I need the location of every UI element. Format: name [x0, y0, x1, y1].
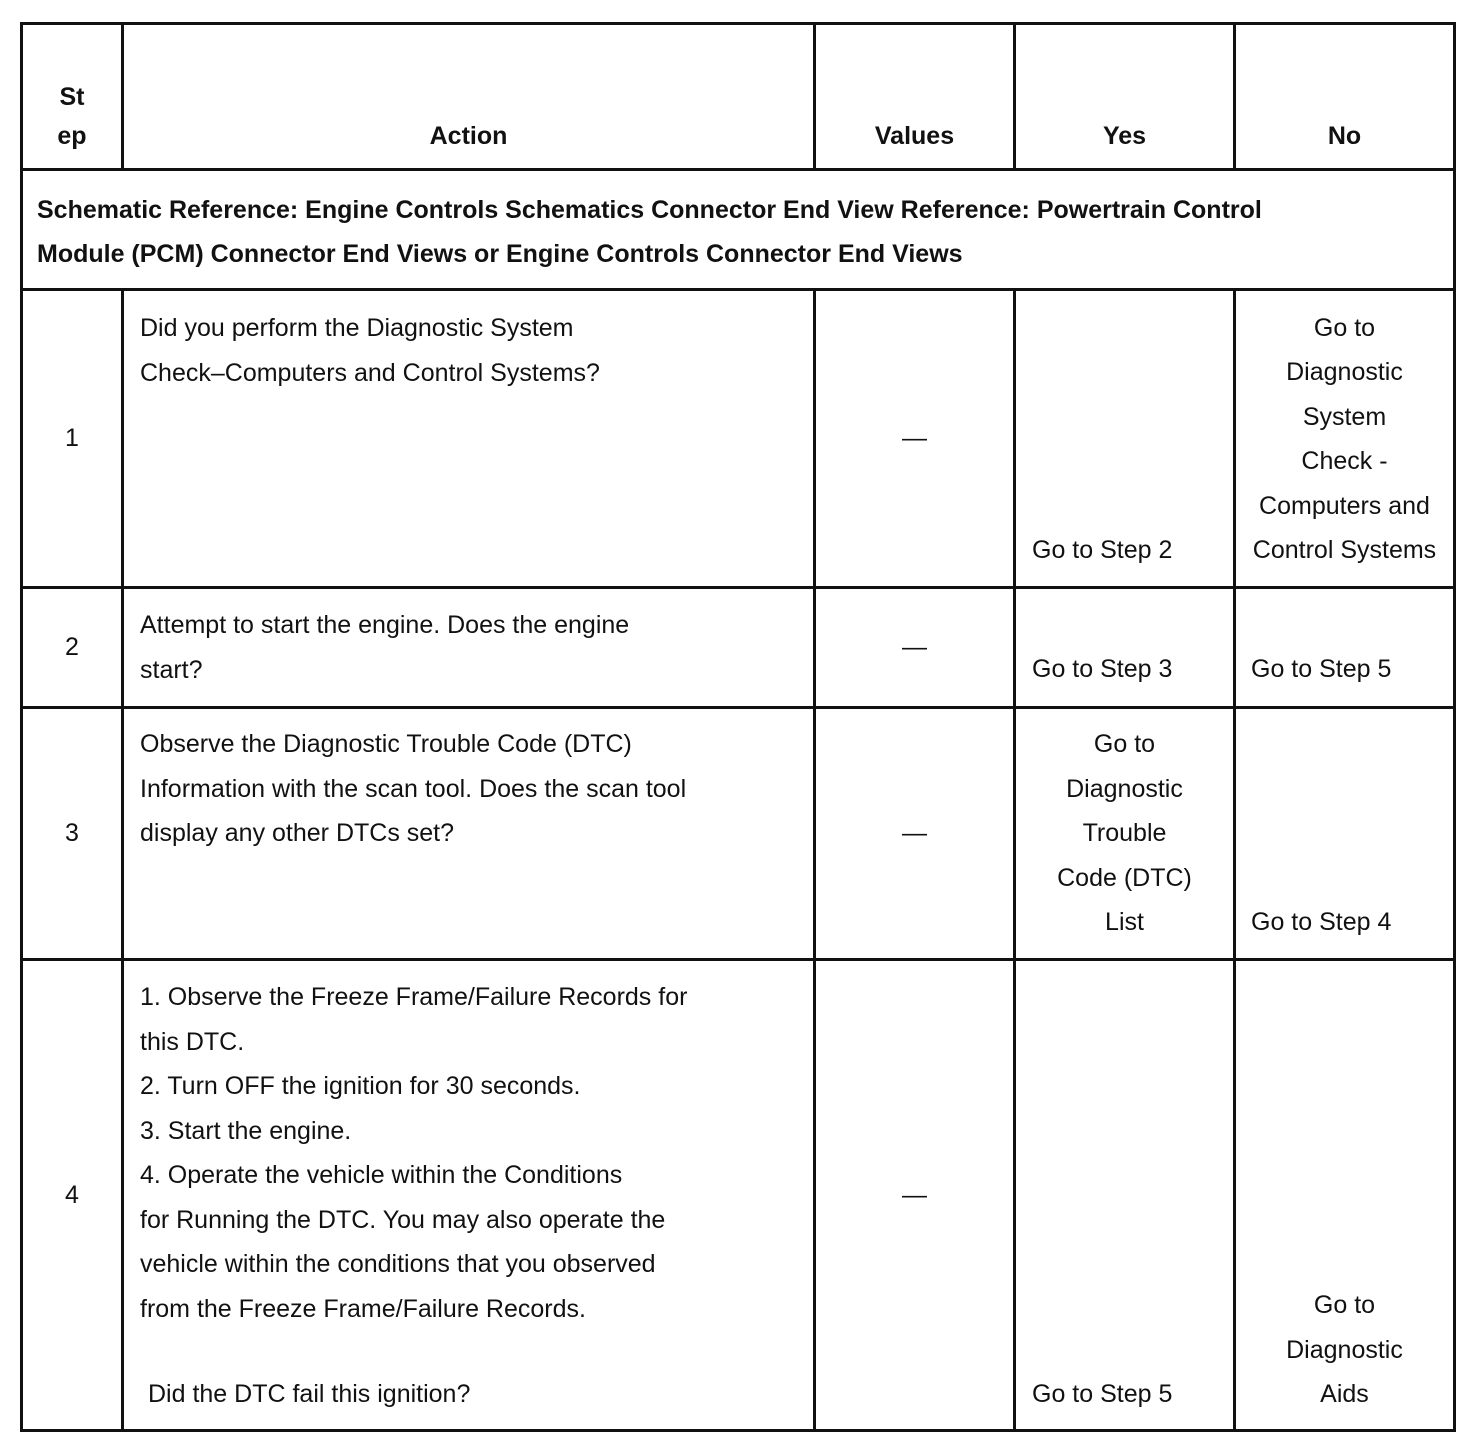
- schematic-reference: Schematic Reference: Engine Controls Schematics Connector End View Reference: Powertrain Control Module (PCM) Connector End Views or Engine Controls Connector End Views: [37, 196, 1262, 268]
- row-divider: [20, 288, 1456, 291]
- table-border-right: [1453, 22, 1456, 1432]
- no-cell: Go to Diagnostic System Check - Computers and Control Systems: [1252, 314, 1437, 565]
- header-no: No: [1327, 122, 1362, 150]
- yes-cell: Go to Step 5: [1032, 1380, 1173, 1408]
- action-text: Attempt to start the engine. Does the engine start?: [140, 611, 630, 684]
- values-cell: —: [902, 424, 927, 453]
- header-action: Action: [429, 122, 508, 150]
- row-divider: [20, 586, 1456, 589]
- yes-cell: Go to Step 3: [1032, 655, 1173, 683]
- diagnostic-table: [20, 22, 1456, 1432]
- header-yes: Yes: [1102, 122, 1147, 150]
- row-divider: [20, 958, 1456, 961]
- action-question: Did the DTC fail this ignition?: [148, 1380, 471, 1408]
- values-cell: —: [902, 819, 927, 848]
- no-cell: Go to Step 4: [1251, 908, 1392, 936]
- values-cell: —: [902, 633, 927, 662]
- step-number: 1: [65, 424, 79, 453]
- action-text: Did you perform the Diagnostic System Check–Computers and Control Systems?: [140, 314, 600, 387]
- table-border-bottom: [20, 1429, 1456, 1432]
- step-number: 2: [65, 633, 79, 662]
- action-text: 1. Observe the Freeze Frame/Failure Records for this DTC. 2. Turn OFF the ignition for 30 seconds. 3. Start the engine. 4. Operate the vehicle within the Conditions for Running the DTC. You may also operate the vehicle within the conditions that you observed from the Freeze Frame/Failure Records.: [140, 983, 688, 1323]
- step-number: 4: [65, 1180, 79, 1209]
- header-values: Values: [874, 122, 955, 150]
- step-number: 3: [65, 819, 79, 848]
- header-step: St ep: [57, 83, 87, 150]
- yes-cell: Go to Diagnostic Trouble Code (DTC) List: [1057, 730, 1192, 936]
- no-cell: Go to Diagnostic Aids: [1286, 1291, 1403, 1408]
- row-divider: [20, 706, 1456, 709]
- yes-cell: Go to Step 2: [1032, 536, 1173, 564]
- no-cell: Go to Step 5: [1251, 655, 1392, 683]
- action-text: Observe the Diagnostic Trouble Code (DTC) Information with the scan tool. Does the scan tool display any other DTCs set?: [140, 730, 687, 847]
- values-cell: —: [902, 1180, 927, 1209]
- column-divider: [121, 288, 124, 1432]
- table-border-top: [20, 22, 1456, 25]
- row-divider: [20, 168, 1456, 171]
